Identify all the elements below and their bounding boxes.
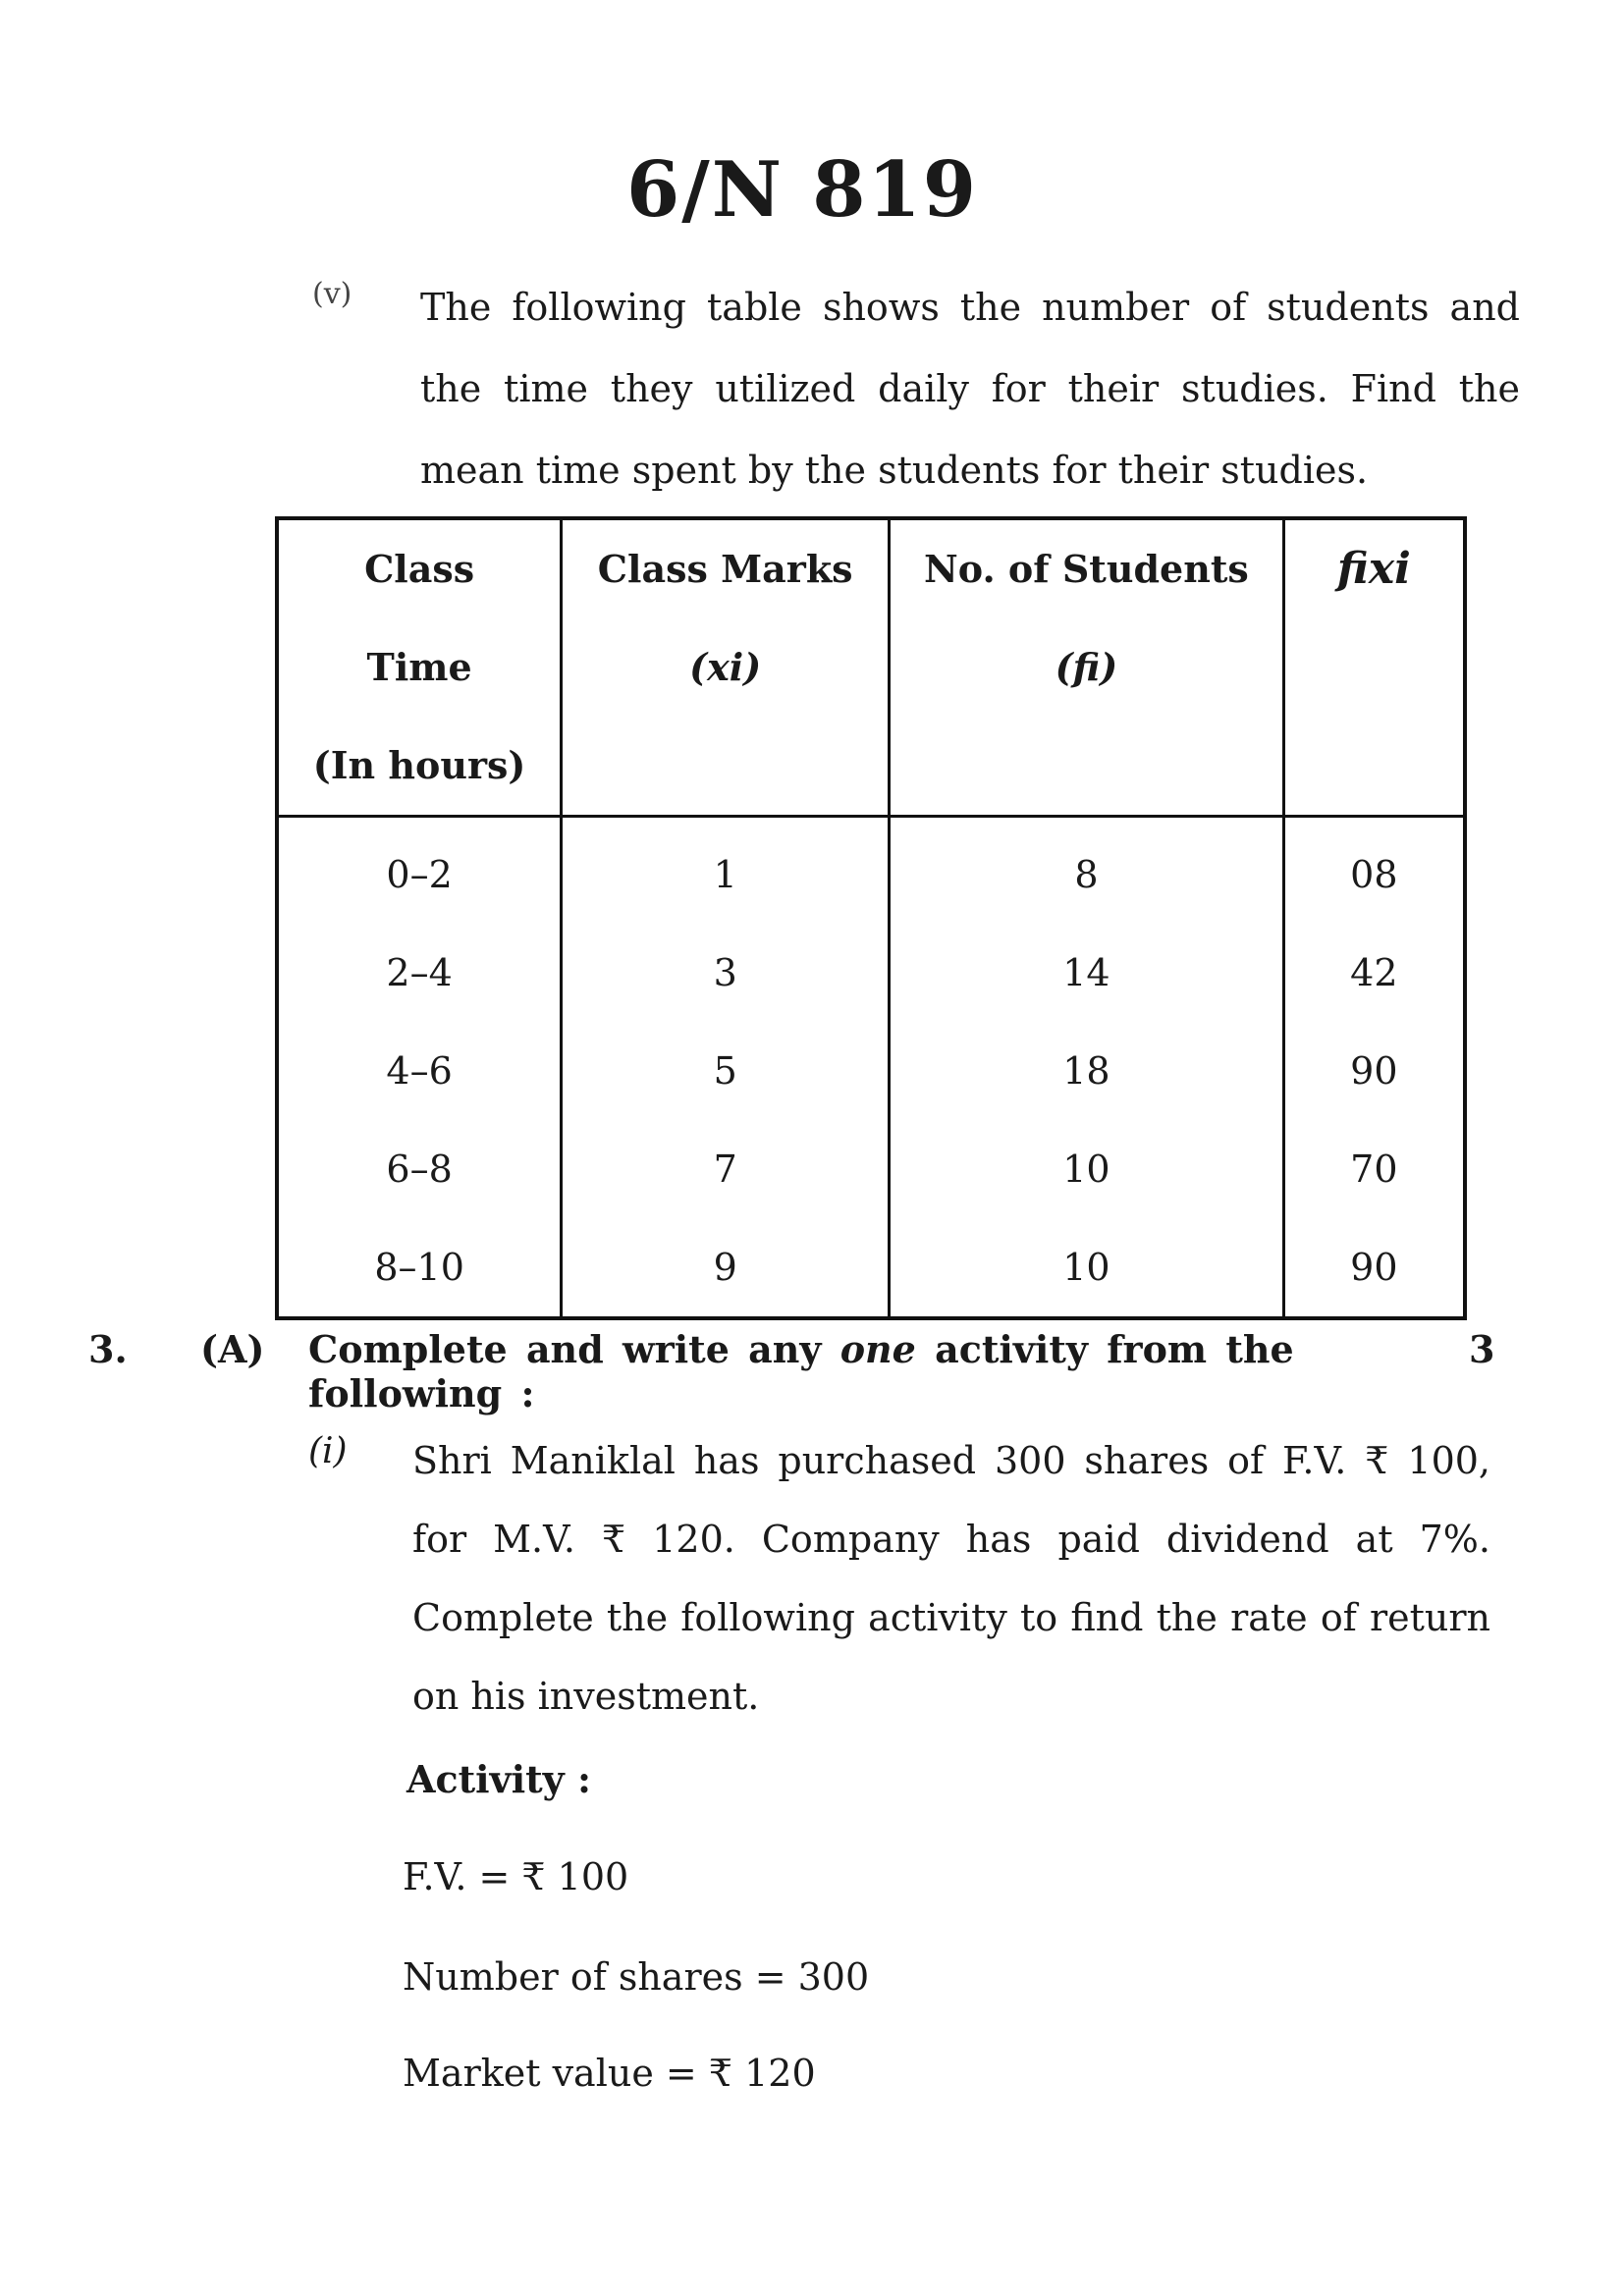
cell-fx: 70: [1283, 1120, 1465, 1218]
activity-line-number-of-shares: Number of shares = 300: [403, 1955, 870, 1999]
subquestion-text: Shri Maniklal has purchased 300 shares of F.V. ₹ 100, for M.V. ₹ 120. Company has paid dividend at 7%. Complete the following activity to find the rate of return on his investment.: [412, 1439, 1490, 1718]
section-number: 3.: [88, 1327, 128, 1371]
header-no-of-students: No. of Students (fi): [890, 518, 1284, 817]
instruction-after: activity from the following :: [308, 1327, 1294, 1415]
cell-students: 8: [890, 817, 1284, 925]
cell-fx: 08: [1283, 817, 1465, 925]
cell-class: 2–4: [277, 924, 562, 1022]
cell-students: 10: [890, 1120, 1284, 1218]
cell-fx: 90: [1283, 1022, 1465, 1120]
activity-line-market-value: Market value = ₹ 120: [403, 2052, 816, 2095]
question-text: The following table shows the number of students and the time they utilized daily for their studies. Find the mean time spent by the students for their studies.: [420, 286, 1520, 492]
cell-mark: 1: [562, 817, 890, 925]
instruction-before: Complete and write any: [308, 1327, 822, 1371]
cell-mark: 9: [562, 1218, 890, 1318]
cell-class: 8–10: [277, 1218, 562, 1318]
question-marker: (v): [312, 277, 352, 311]
table-row: [277, 1218, 1465, 1318]
cell-class: 0–2: [277, 817, 562, 925]
cell-mark: 7: [562, 1120, 890, 1218]
cell-students: 18: [890, 1022, 1284, 1120]
page-code: 6/N 819: [625, 145, 979, 235]
section-marks: 3: [1469, 1327, 1495, 1371]
section-part: (A): [200, 1327, 265, 1371]
header-fixi: fixi: [1283, 518, 1465, 817]
cell-fx: 90: [1283, 1218, 1465, 1318]
activity-heading: Activity :: [406, 1757, 592, 1801]
header-class-marks: Class Marks (xi): [562, 518, 890, 817]
table-header-row: [277, 518, 1465, 817]
table-row: [277, 1022, 1465, 1120]
subquestion-marker: (i): [308, 1431, 348, 1471]
header-class-time: Class Time (In hours): [277, 518, 562, 817]
table-row: [277, 924, 1465, 1022]
cell-mark: 5: [562, 1022, 890, 1120]
activity-line-face-value: F.V. = ₹ 100: [403, 1855, 629, 1898]
section-instruction: [308, 1327, 1496, 1415]
cell-students: 14: [890, 924, 1284, 1022]
cell-students: 10: [890, 1218, 1284, 1318]
cell-fx: 42: [1283, 924, 1465, 1022]
cell-mark: 3: [562, 924, 890, 1022]
table-row: [277, 1120, 1465, 1218]
cell-class: 6–8: [277, 1120, 562, 1218]
frequency-table: [275, 516, 1467, 1320]
cell-class: 4–6: [277, 1022, 562, 1120]
table-row: [277, 817, 1465, 925]
instruction-emphasis: one: [839, 1327, 916, 1371]
